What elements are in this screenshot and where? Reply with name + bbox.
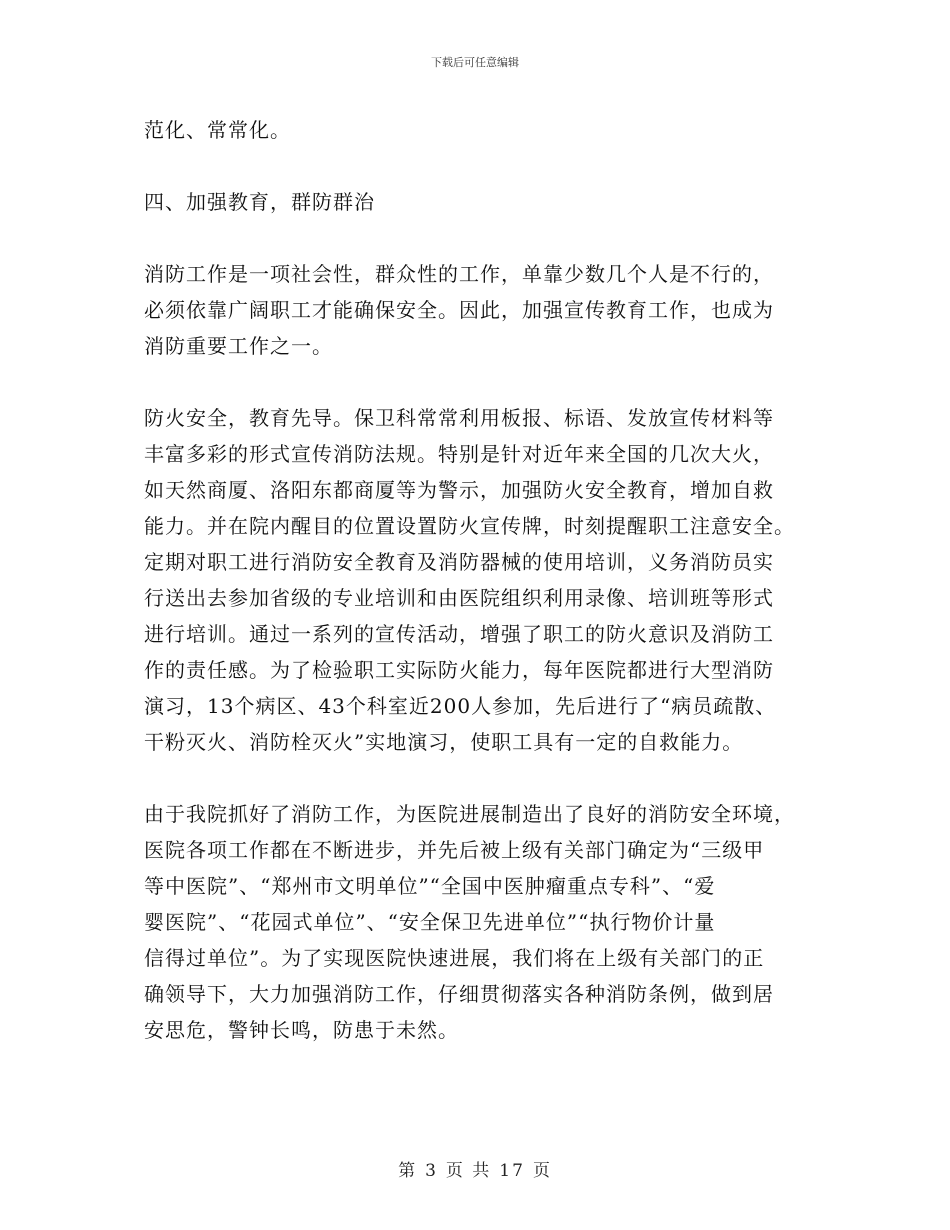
text-line: 定期对职工进行消防安全教育及消防器械的使用培训，义务消防员实 (144, 550, 774, 574)
text-line: 丰富多彩的形式宣传消防法规。特别是针对近年来全国的几次大火， (144, 442, 774, 466)
text-line: 信得过单位”。为了实现医院快速进展，我们将在上级有关部门的正 (144, 946, 765, 970)
text-line: 如天然商厦、洛阳东都商厦等为警示，加强防火安全教育，增加自救 (144, 478, 774, 502)
page-number: 3 (425, 1161, 438, 1181)
paragraph (144, 400, 824, 760)
text-line: 行送出去参加省级的专业培训和由医院组织利用录像、培训班等形式 (144, 586, 774, 610)
text-line: 进行培训。通过一系列的宣传活动，增强了职工的防火意识及消防工 (144, 622, 774, 646)
page-footer (0, 1156, 950, 1181)
footer-middle: 页 共 (445, 1161, 492, 1181)
page-header: 下载后可任意编辑 (431, 56, 519, 69)
text-line: 范化、常常化。 (144, 118, 291, 142)
text-line: 安思危，警钟长鸣，防患于未然。 (144, 1018, 459, 1042)
paragraph (144, 112, 824, 148)
text-line: 等中医院”、“郑州市文明单位”“全国中医肿瘤重点专科”、“爱 (144, 874, 716, 898)
text-line: 防火安全，教育先导。保卫科常常利用板报、标语、发放宣传材料等 (144, 406, 774, 430)
text-line: 作的责任感。为了检验职工实际防火能力，每年医院都进行大型消防 (144, 658, 774, 682)
text-line: 由于我院抓好了消防工作，为医院进展制造出了良好的消防安全环境， (144, 802, 795, 826)
text-line: 必须依靠广阔职工才能确保安全。因此，加强宣传教育工作，也成为 (144, 298, 774, 322)
text-line: 干粉灭火、消防栓灭火”实地演习，使职工具有一定的自救能力。 (144, 730, 744, 754)
text-line: 确领导下，大力加强消防工作，仔细贯彻落实各种消防条例，做到居 (144, 982, 774, 1006)
paragraph (144, 256, 824, 364)
document-body (144, 112, 824, 1084)
footer-suffix: 页 (532, 1161, 552, 1181)
text-line: 演习，13个病区、43个科室近200人参加，先后进行了“病员疏散、 (144, 694, 777, 718)
paragraph (144, 796, 824, 1048)
total-pages: 17 (499, 1161, 525, 1181)
text-line: 能力。并在院内醒目的位置设置防火宣传牌，时刻提醒职工注意安全。 (144, 514, 795, 538)
section-heading (144, 184, 824, 220)
text-line: 医院各项工作都在不断进步，并先后被上级有关部门确定为“三级甲 (144, 838, 765, 862)
text-line: 婴医院”、“花园式单位”、“安全保卫先进单位”“执行物价计量 (144, 910, 716, 934)
text-line: 四、加强教育，群防群治 (144, 190, 375, 214)
text-line: 消防工作是一项社会性，群众性的工作，单靠少数几个人是不行的， (144, 262, 774, 286)
text-line: 消防重要工作之一。 (144, 334, 333, 358)
footer-prefix: 第 (398, 1161, 418, 1181)
